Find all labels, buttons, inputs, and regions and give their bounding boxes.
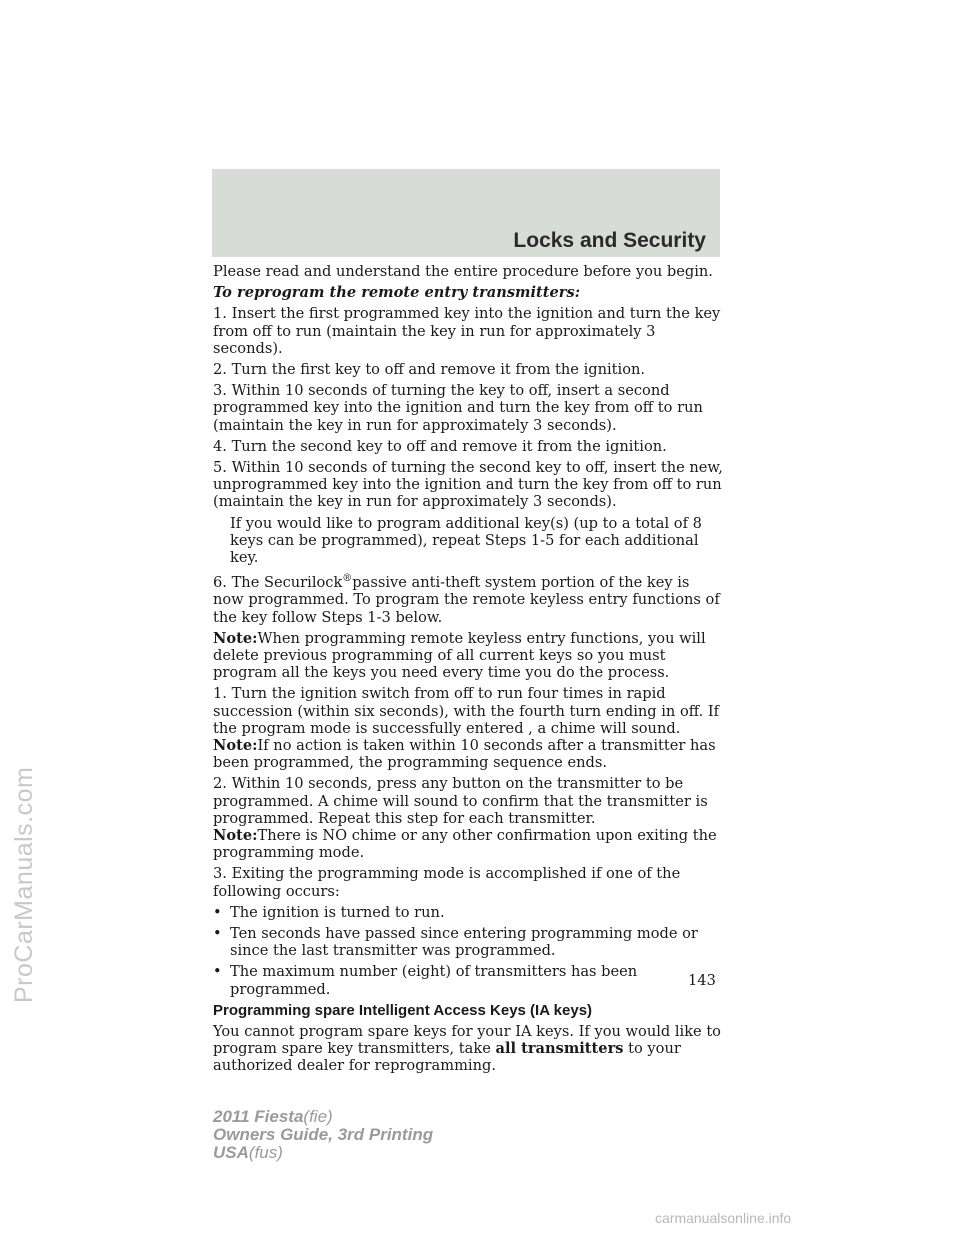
spare-text-a: You cannot program spare keys for your IA keys. If you would like to program spare key transmitters, take <box>213 1022 721 1058</box>
step-a1: 1. Insert the first programmed key into the ignition and turn the key from off to run (maintain the key in run for approximately 3 seconds). <box>213 305 721 357</box>
step-a4: 4. Turn the second key to off and remove it from the ignition. <box>213 437 667 455</box>
additional-keys-note: If you would like to program additional key(s) (up to a total of 8 keys can be programmed), repeat Steps 1-5 for each additional key. <box>230 514 702 567</box>
footer-line-2: Owners Guide, 3rd Printing <box>213 1125 434 1144</box>
step6-text-b: passive anti-theft system portion of the key is now programmed. To program the remote keyless entry functions of the key follow Steps 1-3 below. <box>213 574 720 626</box>
bullet-text: The maximum number (eight) of transmitters has been programmed. <box>230 963 638 998</box>
bullet-icon: • <box>213 924 222 942</box>
registered-mark: ® <box>342 573 353 585</box>
spare-keys-text <box>213 1023 723 1075</box>
note-label: Note: <box>213 629 258 647</box>
step-a6 <box>213 570 723 625</box>
footer-market: USA <box>213 1143 249 1162</box>
page-content <box>213 263 723 1079</box>
footer-market-code: (fus) <box>248 1143 283 1162</box>
note-3-text: There is NO chime or any other confirmation upon exiting the programming mode. <box>213 826 717 862</box>
step-b2-text: 2. Within 10 seconds, press any button on the transmitter to be programmed. A chime will sound to confirm that the transmitter is programmed. Repeat this step for each transmitter. <box>213 775 708 827</box>
step6-text-a: 6. The Securilock <box>213 574 343 592</box>
bullet-text: The ignition is turned to run. <box>230 903 445 921</box>
step-a5: 5. Within 10 seconds of turning the second key to off, insert the new, unprogrammed key into the ignition and turn the key from off to run (maintain the key in run for approximately 3 seconds). <box>213 459 723 511</box>
note-label: Note: <box>213 826 258 844</box>
footer-model-code: (fie) <box>303 1107 333 1126</box>
step-a2: 2. Turn the first key to off and remove it from the ignition. <box>213 361 646 379</box>
list-item <box>213 963 723 997</box>
reprogram-heading: To reprogram the remote entry transmitters: <box>213 284 581 302</box>
spare-text-bold: all transmitters <box>495 1040 624 1058</box>
list-item <box>213 925 723 959</box>
step-b1 <box>213 685 723 737</box>
watermark: ProCarManuals.com <box>10 766 38 1003</box>
step-b3: 3. Exiting the programming mode is accomplished if one of the following occurs: <box>213 865 681 900</box>
bullet-icon: • <box>213 903 222 921</box>
footer-model: 2011 Fiesta <box>213 1107 304 1126</box>
note-2 <box>213 737 723 771</box>
footer-line-3 <box>213 1144 433 1162</box>
step-a3: 3. Within 10 seconds of turning the key to off, insert a second programmed key into the ignition and turn the key from off to run (maintain the key in run for approximately 3 seconds). <box>213 382 703 434</box>
site-watermark: carmanualsonline.info <box>655 1210 792 1226</box>
section-title: Locks and Security <box>513 229 706 252</box>
note-3 <box>213 827 723 861</box>
page-number: 143 <box>688 972 716 989</box>
footer-line-1 <box>213 1108 433 1126</box>
note-1 <box>213 630 723 682</box>
list-item <box>213 904 723 921</box>
step-b2 <box>213 775 723 827</box>
spare-keys-heading: Programming spare Intelligent Access Keys (IA keys) <box>213 1001 593 1019</box>
note-1-text: When programming remote keyless entry functions, you will delete previous programming of all current keys so you must program all the keys you need every time you do the process. <box>213 629 706 682</box>
note-2-text: If no action is taken within 10 seconds after a transmitter has been programmed, the programming sequence ends. <box>213 736 716 772</box>
bullet-text: Ten seconds have passed since entering programming mode or since the last transmitter was programmed. <box>230 924 698 960</box>
spare-text-b: to your authorized dealer for reprogramming. <box>213 1040 681 1075</box>
step-b1-text: 1. Turn the ignition switch from off to run four times in rapid succession (within six seconds), with the fourth turn ending in off. If the program mode is successfully entered , a chime will sound. <box>213 685 720 737</box>
document-footer <box>213 1108 433 1162</box>
intro-text: Please read and understand the entire procedure before you begin. <box>213 263 713 280</box>
note-label: Note: <box>213 736 258 754</box>
bullet-icon: • <box>213 963 222 981</box>
section-header-band <box>212 169 720 257</box>
